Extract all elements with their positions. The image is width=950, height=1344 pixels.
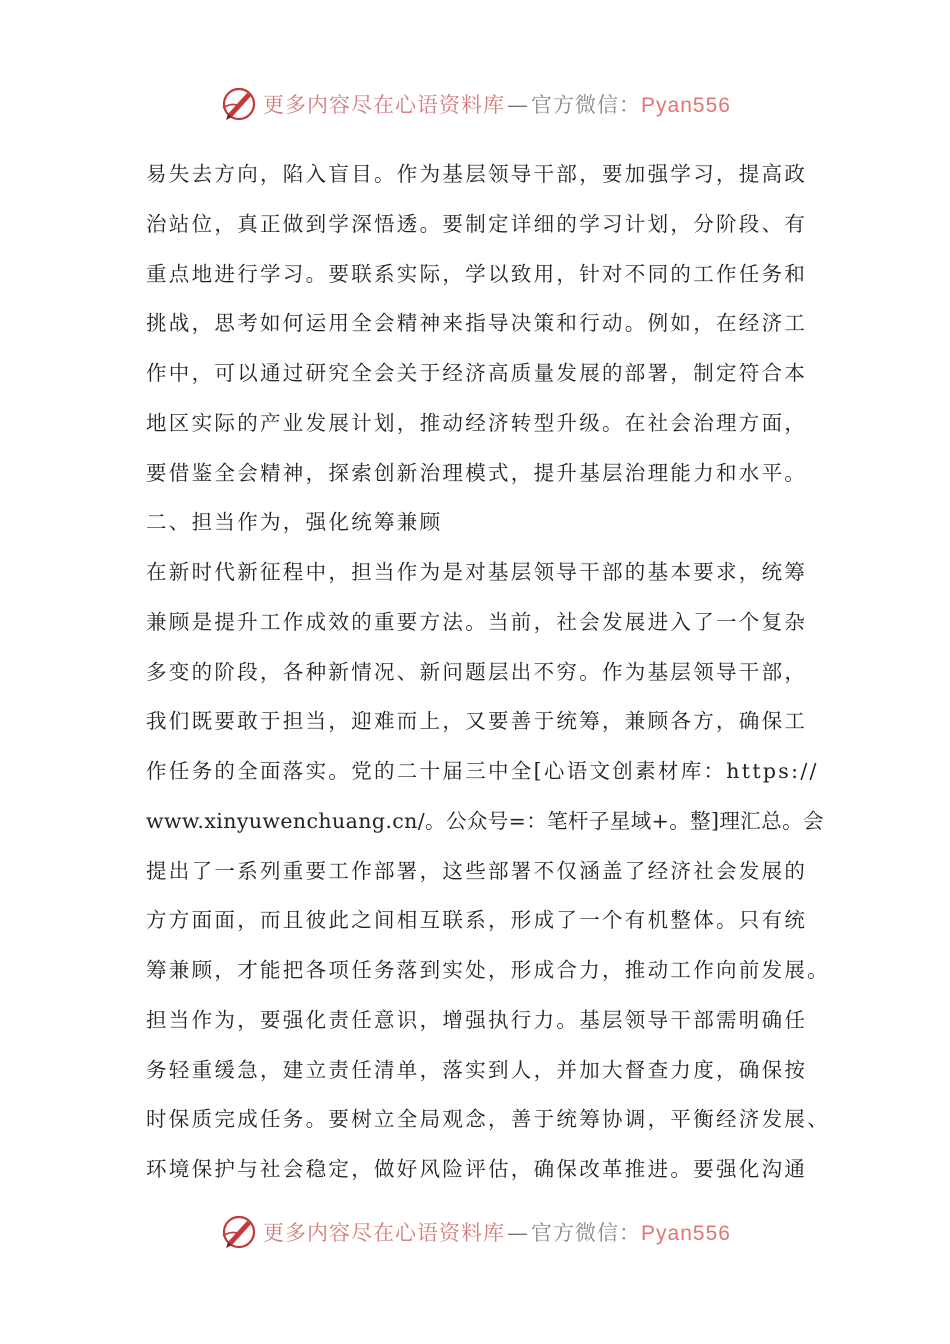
text-line: 挑战，思考如何运用全会精神来指导决策和行动。例如，在经济工 <box>146 311 808 336</box>
text-line: 筹兼顾，才能把各项任务落到实处，形成合力，推动工作向前发展。 <box>146 958 830 982</box>
text-line: 提出了一系列重要工作部署，这些部署不仅涵盖了经济社会发展的 <box>146 858 808 883</box>
text-line: 务轻重缓急，建立责任清单，落实到人，并加大督查力度，确保按 <box>146 1057 808 1082</box>
banner-wechat-id: Pyan556 <box>641 1222 731 1245</box>
text-line: 重点地进行学习。要联系实际，学以致用，针对不同的工作任务和 <box>146 261 808 286</box>
text-line: 地区实际的产业发展计划，推动经济转型升级。在社会治理方面， <box>146 410 808 435</box>
text-line: 治站位，真正做到学深悟透。要制定详细的学习计划，分阶段、有 <box>146 211 808 236</box>
text-line: 作中，可以通过研究全会关于经济高质量发展的部署，制定符合本 <box>146 361 808 385</box>
text-line: 多变的阶段，各种新情况、新问题层出不穷。作为基层领导干部， <box>146 659 808 684</box>
footer-banner-text <box>263 1217 731 1247</box>
pen-logo-icon <box>219 1212 259 1252</box>
text-line: 我们既要敢于担当，迎难而上，又要善于统筹，兼顾各方，确保工 <box>146 709 808 734</box>
text-line: 作任务的全面落实。党的二十届三中全[心语文创素材库：https:// <box>146 759 819 783</box>
text-line: 方方面面，而且彼此之间相互联系，形成了一个有机整体。只有统 <box>146 908 808 933</box>
banner-separator: — <box>507 93 530 117</box>
header-banner <box>0 82 950 126</box>
banner-main-text: 更多内容尽在心语资料库 <box>263 1221 506 1245</box>
banner-wechat-label: 官方微信： <box>531 1221 642 1245</box>
text-line: 时保质完成任务。要树立全局观念，善于统筹协调，平衡经济发展、 <box>146 1107 830 1132</box>
banner-wechat-id: Pyan556 <box>641 94 731 117</box>
text-line: 要借鉴全会精神，探索创新治理模式，提升基层治理能力和水平。 <box>146 460 808 485</box>
pen-logo-icon <box>219 84 259 124</box>
banner-wechat-label: 官方微信： <box>531 93 642 117</box>
text-line: 环境保护与社会稳定，做好风险评估，确保改革推进。要强化沟通 <box>146 1157 808 1181</box>
section-heading: 二、担当作为，强化统筹兼顾 <box>146 510 443 535</box>
text-line: 担当作为，要强化责任意识，增强执行力。基层领导干部需明确任 <box>146 1007 808 1032</box>
header-banner-text <box>263 89 731 119</box>
banner-main-text: 更多内容尽在心语资料库 <box>263 93 506 117</box>
document-body <box>146 150 836 1195</box>
text-line: 易失去方向，陷入盲目。作为基层领导干部，要加强学习，提高政 <box>146 162 808 186</box>
text-line: 兼顾是提升工作成效的重要方法。当前，社会发展进入了一个复杂 <box>146 609 808 634</box>
text-line-url: www.xinyuwenchuang.cn/。公众号=：笔杆子星域+。整]理汇总。会 <box>146 808 824 833</box>
banner-separator: — <box>507 1221 530 1245</box>
text-line: 在新时代新征程中，担当作为是对基层领导干部的基本要求，统筹 <box>146 560 808 584</box>
footer-banner <box>0 1210 950 1254</box>
